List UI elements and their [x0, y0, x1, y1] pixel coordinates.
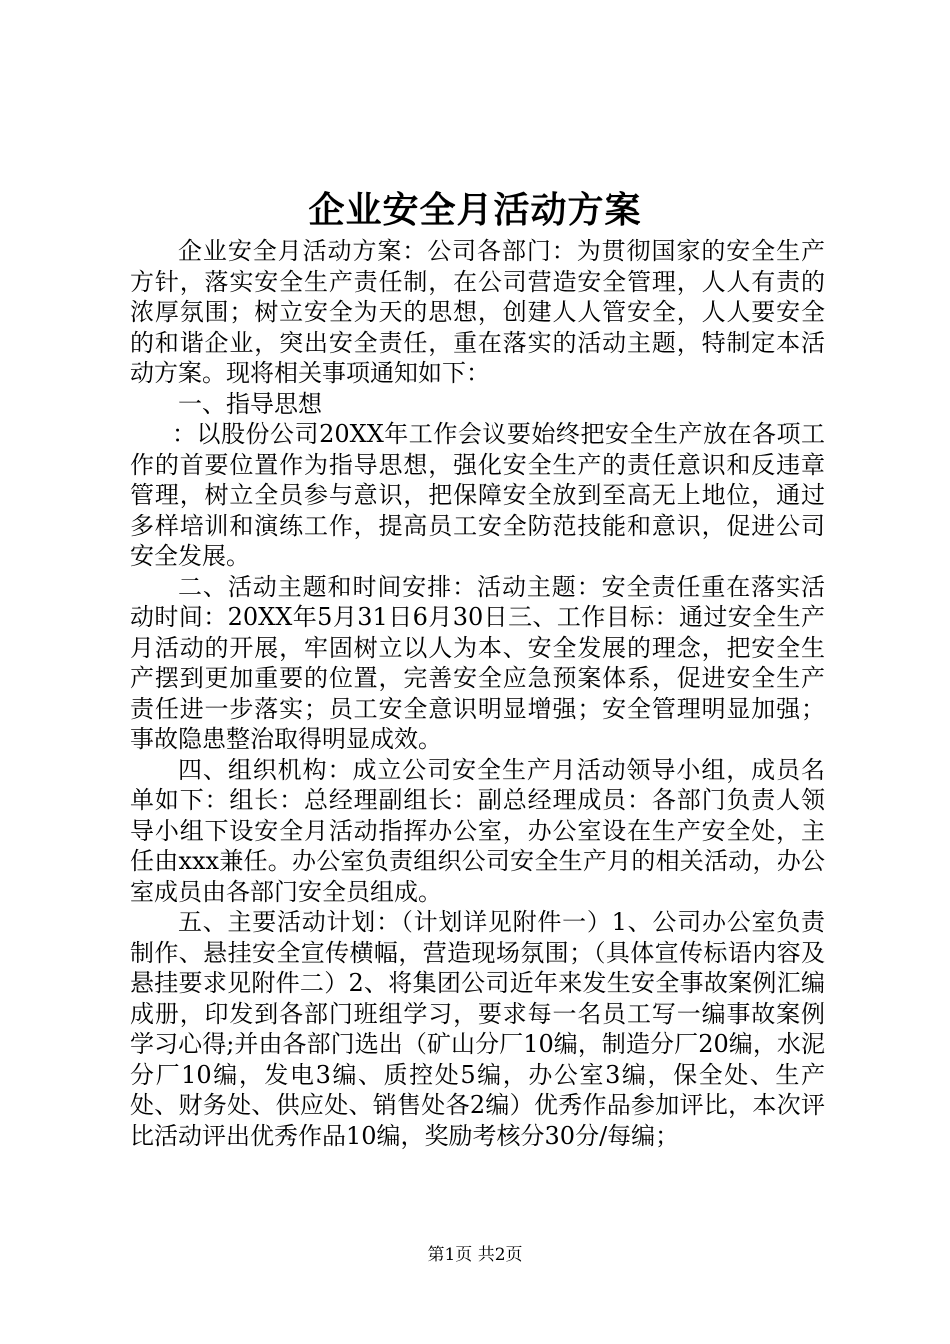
document-body	[130, 236, 825, 1151]
paragraph-intro: 企业安全月活动方案：公司各部门：为贯彻国家的安全生产方针，落实安全生产责任制，在公司营造安全管理，人人有责的浓厚氛围；树立安全为天的思想，创建人人管安全，人人要安全的和谐企业，突出安全责任，重在落实的活动主题，特制定本活动方案。现将相关事项通知如下：	[130, 237, 825, 387]
paragraph-activity-plan: 五、主要活动计划：（计划详见附件一）1、公司办公室负责制作、悬挂安全宣传横幅，营造现场氛围；（具体宣传标语内容及悬挂要求见附件二）2、将集团公司近年来发生安全事故案例汇编成册，印发到各部门班组学习，要求每一名员工写一编事故案例学习心得;并由各部门选出（矿山分厂10编，制造分厂20编，水泥分厂10编，发电3编、质控处5编，办公室3编，保全处、生产处、财务处、供应处、销售处各2编）优秀作品参加评比，本次评比活动评出优秀作品10编，奖励考核分30分/每编；	[130, 908, 825, 1150]
paragraph-guiding-ideology: ：以股份公司20XX年工作会议要始终把安全生产放在各项工作的首要位置作为指导思想，强化安全生产的责任意识和反违章管理，树立全员参与意识，把保障安全放到至高无上地位，通过多样培训和演练工作，提高员工安全防范技能和意识，促进公司安全发展。	[130, 420, 825, 570]
paragraph-heading-guiding-ideology: 一、指导思想	[178, 389, 322, 418]
page-footer: 第1页 共2页	[427, 1245, 523, 1265]
document-title: 企业安全月活动方案	[308, 189, 642, 231]
paragraph-organization: 四、组织机构：成立公司安全生产月活动领导小组，成员名单如下：组长：总经理副组长：副总经理成员：各部门负责人领导小组下设安全月活动指挥办公室，办公室设在生产安全处，主任由xxx兼任。办公室负责组织公司安全生产月的相关活动，办公室成员由各部门安全员组成。	[130, 755, 825, 906]
paragraph-theme-schedule: 二、活动主题和时间安排：活动主题：安全责任重在落实活动时间：20XX年5月31日6月30日三、工作目标：通过安全生产月活动的开展，牢固树立以人为本、安全发展的理念，把安全生产摆到更加重要的位置，完善安全应急预案体系，促进安全生产责任进一步落实；员工安全意识明显增强；安全管理明显加强；事故隐患整治取得明显成效。	[130, 572, 825, 753]
